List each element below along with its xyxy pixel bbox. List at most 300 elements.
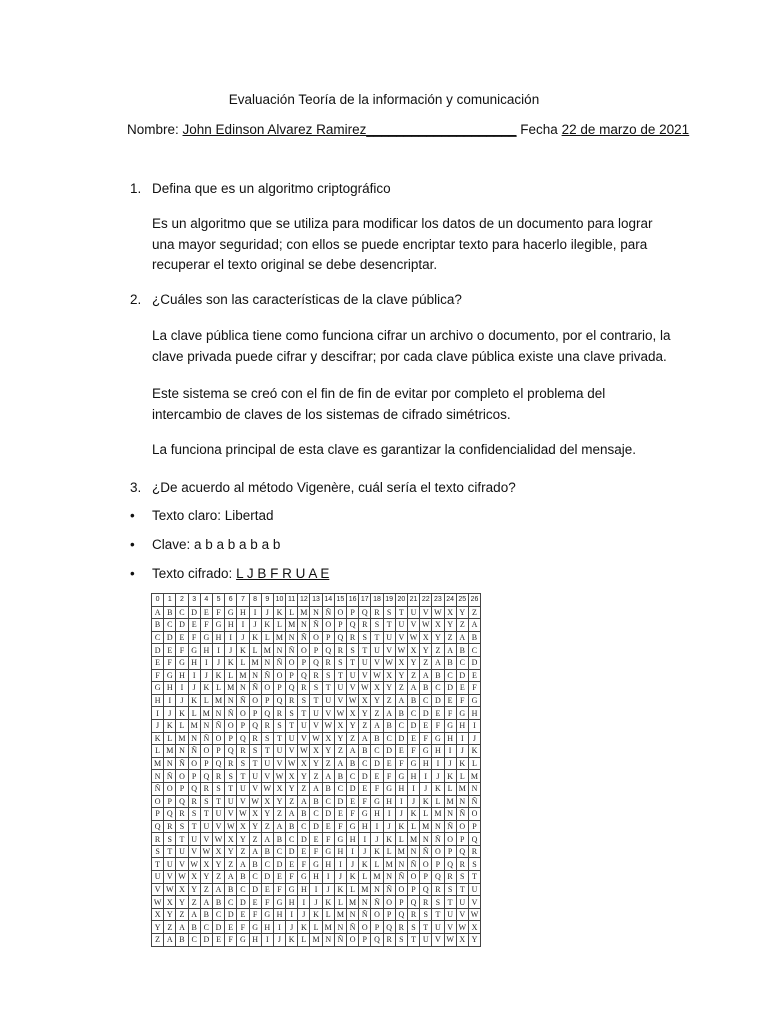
vigenere-cell: K <box>468 745 480 758</box>
vigenere-cell: H <box>212 631 224 644</box>
vigenere-cell: O <box>420 858 432 871</box>
vigenere-row <box>152 908 481 921</box>
vigenere-cell: N <box>359 896 371 909</box>
vigenere-cell: Ñ <box>395 871 407 884</box>
vigenere-cell: P <box>444 845 456 858</box>
vigenere-cell: K <box>456 757 468 770</box>
vigenere-cell: D <box>359 770 371 783</box>
vigenere-cell: J <box>188 682 200 695</box>
vigenere-cell: S <box>383 606 395 619</box>
vigenere-cell: D <box>444 682 456 695</box>
vigenere-cell: L <box>347 883 359 896</box>
vigenere-cell: X <box>383 669 395 682</box>
vigenere-cell: H <box>261 921 273 934</box>
vigenere-cell: O <box>273 669 285 682</box>
vigenere-cell: A <box>188 908 200 921</box>
vigenere-cell: L <box>322 908 334 921</box>
vigenere-cell: M <box>152 757 164 770</box>
vigenere-cell: I <box>261 934 273 947</box>
vigenere-cell: O <box>237 707 249 720</box>
vigenere-cell: A <box>310 782 322 795</box>
vigenere-cell: E <box>273 871 285 884</box>
vigenere-cell: A <box>212 883 224 896</box>
vigenere-cell: M <box>383 858 395 871</box>
vigenere-cell: I <box>383 808 395 821</box>
vigenere-cell: Q <box>395 908 407 921</box>
question-1-number: 1. <box>130 181 142 196</box>
vigenere-cell: I <box>249 606 261 619</box>
vigenere-cell: I <box>152 707 164 720</box>
vigenere-cell: J <box>310 896 322 909</box>
vigenere-header-cell: 23 <box>432 594 444 607</box>
vigenere-cell: X <box>188 871 200 884</box>
vigenere-cell: V <box>249 782 261 795</box>
vigenere-cell: R <box>456 858 468 871</box>
vigenere-header-cell: 9 <box>261 594 273 607</box>
vigenere-row <box>152 669 481 682</box>
vigenere-cell: X <box>371 682 383 695</box>
vigenere-cell: F <box>273 883 285 896</box>
vigenere-cell: A <box>432 656 444 669</box>
vigenere-cell: W <box>420 619 432 632</box>
vigenere-header-cell: 21 <box>407 594 419 607</box>
vigenere-cell: S <box>200 795 212 808</box>
vigenere-cell: K <box>212 669 224 682</box>
vigenere-cell: K <box>371 845 383 858</box>
vigenere-cell: V <box>164 871 176 884</box>
vigenere-row <box>152 795 481 808</box>
vigenere-cell: R <box>334 644 346 657</box>
vigenere-cell: X <box>249 808 261 821</box>
vigenere-cell: Q <box>468 833 480 846</box>
vigenere-cell: F <box>456 694 468 707</box>
vigenere-cell: N <box>310 606 322 619</box>
vigenere-row <box>152 858 481 871</box>
vigenere-cell: B <box>456 644 468 657</box>
vigenere-cell: H <box>322 858 334 871</box>
vigenere-cell: P <box>371 921 383 934</box>
vigenere-cell: V <box>407 619 419 632</box>
vigenere-cell: X <box>334 719 346 732</box>
vigenere-cell: E <box>334 808 346 821</box>
vigenere-cell: C <box>347 770 359 783</box>
vigenere-cell: D <box>261 871 273 884</box>
vigenere-cell: Z <box>200 883 212 896</box>
vigenere-row <box>152 782 481 795</box>
vigenere-cell: P <box>395 896 407 909</box>
vigenere-row <box>152 682 481 695</box>
vigenere-cell: V <box>383 644 395 657</box>
vigenere-cell: F <box>383 770 395 783</box>
vigenere-row <box>152 757 481 770</box>
vigenere-cell: Ñ <box>371 896 383 909</box>
vigenere-cell: A <box>261 833 273 846</box>
vigenere-cell: E <box>237 908 249 921</box>
vigenere-cell: X <box>468 921 480 934</box>
vigenere-cell: V <box>444 921 456 934</box>
date-label: Fecha <box>520 122 558 137</box>
vigenere-cell: E <box>456 682 468 695</box>
vigenere-cell: Z <box>432 644 444 657</box>
question-3-number: 3. <box>130 480 142 495</box>
vigenere-cell: X <box>347 707 359 720</box>
vigenere-cell: O <box>176 770 188 783</box>
vigenere-cell: F <box>359 795 371 808</box>
vigenere-cell: J <box>383 820 395 833</box>
vigenere-cell: U <box>432 921 444 934</box>
vigenere-cell: W <box>164 883 176 896</box>
vigenere-cell: E <box>420 719 432 732</box>
vigenere-cell: J <box>212 656 224 669</box>
vigenere-row <box>152 719 481 732</box>
vigenere-cell: R <box>249 732 261 745</box>
vigenere-cell: L <box>334 896 346 909</box>
vigenere-cell: A <box>249 845 261 858</box>
vigenere-cell: L <box>164 732 176 745</box>
vigenere-cell: Ñ <box>444 820 456 833</box>
vigenere-cell: T <box>152 858 164 871</box>
vigenere-cell: A <box>420 669 432 682</box>
vigenere-cell: T <box>383 619 395 632</box>
vigenere-cell: J <box>176 694 188 707</box>
vigenere-cell: J <box>298 908 310 921</box>
vigenere-cell: Q <box>347 619 359 632</box>
vigenere-cell: Z <box>152 934 164 947</box>
vigenere-cell: R <box>273 707 285 720</box>
vigenere-cell: X <box>359 694 371 707</box>
vigenere-cell: G <box>176 656 188 669</box>
vigenere-cell: K <box>383 833 395 846</box>
vigenere-cell: V <box>456 908 468 921</box>
vigenere-cell: O <box>407 871 419 884</box>
vigenere-cell: R <box>407 908 419 921</box>
bullet-key <box>130 537 280 552</box>
vigenere-cell: T <box>188 820 200 833</box>
vigenere-cell: E <box>200 606 212 619</box>
vigenere-cell: D <box>273 858 285 871</box>
vigenere-cell: W <box>432 606 444 619</box>
vigenere-cell: W <box>371 669 383 682</box>
vigenere-cell: B <box>383 719 395 732</box>
vigenere-cell: S <box>237 757 249 770</box>
vigenere-cell: K <box>261 619 273 632</box>
vigenere-cell: M <box>188 719 200 732</box>
vigenere-cell: F <box>200 619 212 632</box>
vigenere-cell: C <box>456 656 468 669</box>
vigenere-cell: T <box>456 883 468 896</box>
vigenere-cell: A <box>322 770 334 783</box>
vigenere-cell: T <box>334 669 346 682</box>
vigenere-cell: X <box>164 896 176 909</box>
vigenere-cell: R <box>444 871 456 884</box>
vigenere-cell: C <box>383 732 395 745</box>
vigenere-cell: I <box>273 921 285 934</box>
vigenere-cell: A <box>164 934 176 947</box>
vigenere-cell: D <box>249 883 261 896</box>
vigenere-cell: K <box>310 908 322 921</box>
vigenere-header-cell: 17 <box>359 594 371 607</box>
vigenere-cell: Q <box>176 795 188 808</box>
vigenere-cell: M <box>164 745 176 758</box>
vigenere-cell: B <box>188 921 200 934</box>
vigenere-cell: R <box>310 669 322 682</box>
vigenere-header-cell: 18 <box>371 594 383 607</box>
vigenere-cell: L <box>152 745 164 758</box>
vigenere-cell: N <box>164 757 176 770</box>
vigenere-cell: M <box>261 644 273 657</box>
vigenere-cell: V <box>273 757 285 770</box>
vigenere-cell: K <box>407 808 419 821</box>
vigenere-cell: L <box>310 921 322 934</box>
name-value: John Edinson Alvarez Ramirez____________________ <box>182 122 517 137</box>
vigenere-cell: G <box>286 883 298 896</box>
vigenere-cell: S <box>176 820 188 833</box>
vigenere-cell: L <box>383 845 395 858</box>
vigenere-cell: I <box>444 745 456 758</box>
vigenere-row <box>152 896 481 909</box>
vigenere-cell: K <box>286 934 298 947</box>
vigenere-header-cell: 2 <box>176 594 188 607</box>
vigenere-cell: C <box>444 669 456 682</box>
vigenere-cell: F <box>237 921 249 934</box>
vigenere-cell: Z <box>273 808 285 821</box>
vigenere-cell: S <box>322 669 334 682</box>
vigenere-cell: W <box>200 845 212 858</box>
answer-2-paragraph-1: La clave pública tiene como funciona cifrar un archivo o documento, por el contrario, la clave privada puede cifrar y descifrar; por cada clave pública existe una clave privada. <box>152 328 671 364</box>
vigenere-cell: H <box>298 883 310 896</box>
vigenere-cell: W <box>188 858 200 871</box>
vigenere-cell: Y <box>164 908 176 921</box>
vigenere-cell: L <box>237 656 249 669</box>
vigenere-cell: T <box>286 719 298 732</box>
vigenere-cell: X <box>432 619 444 632</box>
vigenere-cell: F <box>249 908 261 921</box>
vigenere-cell: V <box>334 694 346 707</box>
vigenere-cell: Y <box>152 921 164 934</box>
vigenere-cell: K <box>200 682 212 695</box>
vigenere-cell: N <box>200 719 212 732</box>
vigenere-cell: G <box>152 682 164 695</box>
vigenere-cell: Q <box>200 770 212 783</box>
document-title: Evaluación Teoría de la información y comunicación <box>228 92 540 107</box>
vigenere-cell: C <box>249 871 261 884</box>
vigenere-cell: Ñ <box>273 656 285 669</box>
vigenere-cell: L <box>273 619 285 632</box>
vigenere-cell: F <box>468 682 480 695</box>
vigenere-cell: G <box>383 782 395 795</box>
vigenere-header-row <box>152 594 481 607</box>
vigenere-cell: P <box>273 682 285 695</box>
vigenere-cell: S <box>188 808 200 821</box>
vigenere-cell: X <box>407 644 419 657</box>
vigenere-cell: J <box>407 795 419 808</box>
vigenere-cell: F <box>395 757 407 770</box>
key-label: Clave: a b a b a b a b <box>152 537 281 552</box>
vigenere-cell: G <box>237 934 249 947</box>
vigenere-cell: G <box>334 833 346 846</box>
vigenere-cell: C <box>334 782 346 795</box>
vigenere-cell: L <box>188 707 200 720</box>
vigenere-cell: G <box>347 820 359 833</box>
vigenere-cell: S <box>273 719 285 732</box>
vigenere-cell: O <box>249 694 261 707</box>
vigenere-cell: S <box>261 732 273 745</box>
vigenere-cell: U <box>359 656 371 669</box>
vigenere-cell: P <box>176 782 188 795</box>
vigenere-cell: G <box>310 858 322 871</box>
vigenere-cell: U <box>188 833 200 846</box>
vigenere-cell: O <box>298 644 310 657</box>
vigenere-cell: E <box>395 745 407 758</box>
vigenere-cell: L <box>200 694 212 707</box>
vigenere-cell: G <box>407 757 419 770</box>
vigenere-cell: Q <box>286 682 298 695</box>
vigenere-cell: O <box>432 845 444 858</box>
vigenere-cell: P <box>298 656 310 669</box>
vigenere-cell: D <box>176 619 188 632</box>
vigenere-cell: B <box>347 757 359 770</box>
vigenere-cell: L <box>176 719 188 732</box>
vigenere-cell: U <box>444 908 456 921</box>
vigenere-row <box>152 871 481 884</box>
vigenere-cell: Y <box>249 820 261 833</box>
vigenere-cell: B <box>261 845 273 858</box>
vigenere-row <box>152 883 481 896</box>
vigenere-cell: E <box>347 795 359 808</box>
vigenere-cell: D <box>225 908 237 921</box>
vigenere-cell: H <box>359 820 371 833</box>
vigenere-cell: X <box>444 606 456 619</box>
vigenere-cell: O <box>261 682 273 695</box>
vigenere-cell: R <box>468 845 480 858</box>
vigenere-cell: L <box>212 682 224 695</box>
vigenere-cell: G <box>322 845 334 858</box>
vigenere-cell: Q <box>432 871 444 884</box>
vigenere-cell: M <box>249 656 261 669</box>
vigenere-cell: W <box>468 908 480 921</box>
vigenere-cell: U <box>468 883 480 896</box>
vigenere-cell: Ñ <box>188 745 200 758</box>
vigenere-cell: M <box>310 934 322 947</box>
vigenere-cell: S <box>225 770 237 783</box>
vigenere-cell: D <box>407 719 419 732</box>
vigenere-cell: T <box>444 896 456 909</box>
vigenere-cell: Z <box>225 858 237 871</box>
vigenere-cell: Y <box>212 858 224 871</box>
vigenere-cell: J <box>261 606 273 619</box>
question-2-text: ¿Cuáles son las características de la clave pública? <box>152 292 462 307</box>
vigenere-cell: P <box>225 732 237 745</box>
vigenere-cell: H <box>420 757 432 770</box>
vigenere-cell: B <box>164 606 176 619</box>
vigenere-header-cell: 1 <box>164 594 176 607</box>
vigenere-cell: V <box>261 770 273 783</box>
vigenere-cell: M <box>347 896 359 909</box>
vigenere-cell: U <box>456 896 468 909</box>
vigenere-cell: J <box>273 934 285 947</box>
vigenere-cell: T <box>176 833 188 846</box>
vigenere-cell: E <box>286 858 298 871</box>
vigenere-cell: W <box>152 896 164 909</box>
vigenere-cell: P <box>456 833 468 846</box>
vigenere-cell: Z <box>322 757 334 770</box>
vigenere-cell: R <box>359 619 371 632</box>
vigenere-cell: R <box>371 606 383 619</box>
vigenere-cell: K <box>152 732 164 745</box>
vigenere-cell: S <box>249 745 261 758</box>
vigenere-table <box>151 593 481 947</box>
vigenere-cell: W <box>225 820 237 833</box>
vigenere-cell: N <box>212 707 224 720</box>
vigenere-cell: H <box>176 669 188 682</box>
vigenere-header-cell: 15 <box>334 594 346 607</box>
vigenere-row <box>152 845 481 858</box>
vigenere-cell: E <box>432 707 444 720</box>
vigenere-cell: G <box>200 631 212 644</box>
vigenere-cell: Q <box>407 896 419 909</box>
vigenere-cell: F <box>188 631 200 644</box>
vigenere-cell: U <box>152 871 164 884</box>
vigenere-header-cell: 13 <box>310 594 322 607</box>
vigenere-cell: S <box>456 871 468 884</box>
vigenere-cell: I <box>212 644 224 657</box>
vigenere-row <box>152 820 481 833</box>
vigenere-cell: M <box>225 682 237 695</box>
vigenere-cell: K <box>347 871 359 884</box>
vigenere-cell: N <box>420 833 432 846</box>
vigenere-cell: X <box>261 795 273 808</box>
vigenere-cell: S <box>407 921 419 934</box>
vigenere-cell: E <box>188 619 200 632</box>
vigenere-cell: D <box>456 669 468 682</box>
vigenere-cell: C <box>310 808 322 821</box>
vigenere-cell: V <box>212 820 224 833</box>
vigenere-cell: Y <box>420 644 432 657</box>
vigenere-cell: S <box>298 694 310 707</box>
vigenere-cell: Q <box>420 883 432 896</box>
vigenere-cell: T <box>322 682 334 695</box>
vigenere-cell: B <box>371 732 383 745</box>
vigenere-cell: Q <box>249 719 261 732</box>
vigenere-cell: E <box>164 644 176 657</box>
vigenere-cell: B <box>273 833 285 846</box>
vigenere-cell: B <box>322 782 334 795</box>
vigenere-cell: K <box>420 795 432 808</box>
vigenere-header-cell: 11 <box>286 594 298 607</box>
vigenere-cell: A <box>237 858 249 871</box>
vigenere-cell: E <box>298 845 310 858</box>
vigenere-cell: H <box>286 896 298 909</box>
vigenere-cell: Z <box>456 619 468 632</box>
vigenere-cell: P <box>286 669 298 682</box>
vigenere-cell: H <box>249 934 261 947</box>
vigenere-cell: S <box>212 782 224 795</box>
vigenere-cell: D <box>395 732 407 745</box>
vigenere-cell: P <box>468 820 480 833</box>
vigenere-cell: J <box>237 631 249 644</box>
vigenere-cell: E <box>152 656 164 669</box>
vigenere-cell: O <box>456 820 468 833</box>
vigenere-cell: T <box>407 934 419 947</box>
vigenere-cell: Z <box>420 656 432 669</box>
vigenere-cell: C <box>212 908 224 921</box>
vigenere-cell: O <box>383 896 395 909</box>
vigenere-cell: Y <box>298 770 310 783</box>
vigenere-cell: N <box>383 871 395 884</box>
vigenere-cell: L <box>395 833 407 846</box>
vigenere-cell: H <box>456 719 468 732</box>
vigenere-cell: L <box>371 858 383 871</box>
